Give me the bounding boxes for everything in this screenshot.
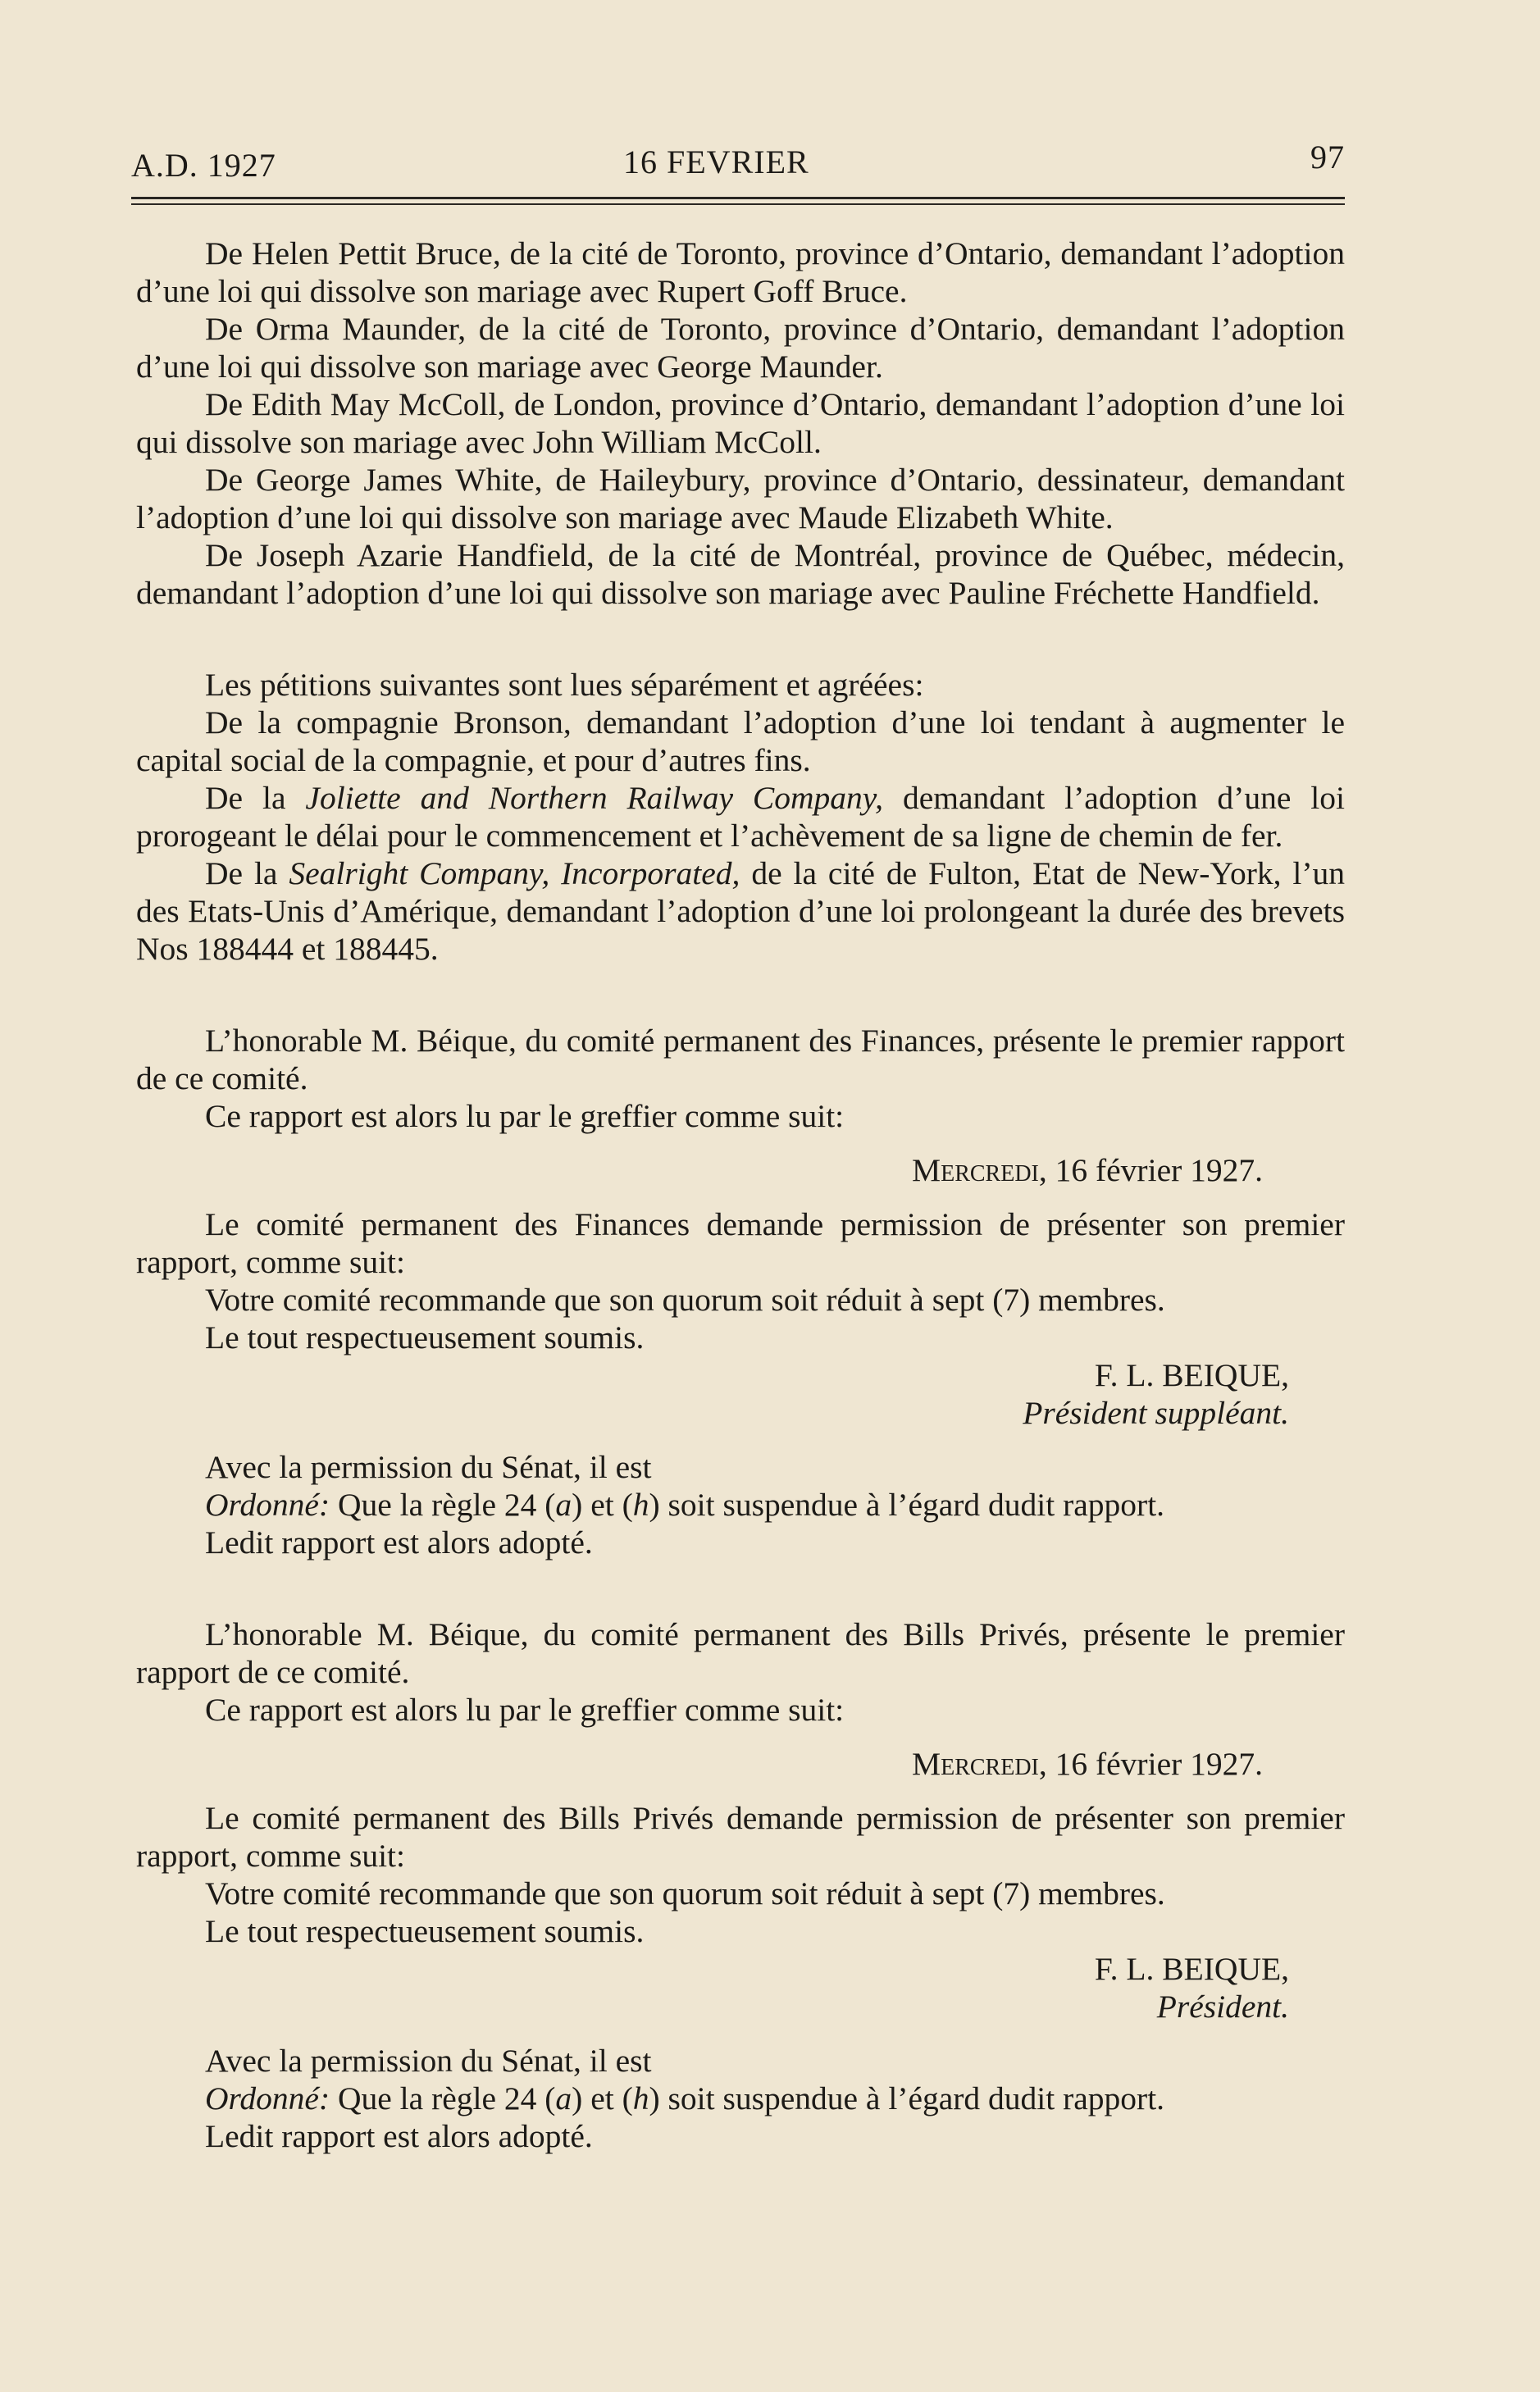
header-year: A.D. 1927 bbox=[131, 147, 276, 184]
company-name: Sealright Company, Incorporated, bbox=[289, 855, 740, 891]
finance-report-intro: L’honorable M. Béique, du comité permanent des Finances, présente le premier rapport de ce comité. bbox=[136, 1023, 1345, 1096]
finance-report-signer-title: Président suppléant. bbox=[1023, 1395, 1289, 1431]
running-header bbox=[131, 138, 1345, 187]
finance-report-date: Mercredi, 16 février 1927. bbox=[911, 1152, 1263, 1188]
body-text bbox=[136, 235, 1345, 2155]
bills-report-request: Le comité permanent des Bills Privés demande permission de présenter son premier rapport, comme suit: bbox=[136, 1800, 1345, 1874]
bills-report-adopted: Ledit rapport est alors adopté. bbox=[205, 2118, 593, 2154]
header-rule-top bbox=[131, 197, 1345, 199]
petition-read-paragraph: De la compagnie Bronson, demandant l’adoption d’une loi tendant à augmenter le capital social de la compagnie, et pour d’autres fins. bbox=[136, 704, 1345, 778]
petition-paragraph: De Orma Maunder, de la cité de Toronto, province d’Ontario, demandant l’adoption d’une loi qui dissolve son mariage avec George Maunder. bbox=[136, 311, 1345, 385]
finance-report-adopted: Ledit rapport est alors adopté. bbox=[205, 1524, 593, 1560]
finance-report-recommendation: Votre comité recommande que son quorum soit réduit à sept (7) membres. bbox=[205, 1282, 1165, 1318]
bills-report-recommendation: Votre comité recommande que son quorum soit réduit à sept (7) membres. bbox=[205, 1875, 1165, 1911]
petition-paragraph: De Joseph Azarie Handfield, de la cité de Montréal, province de Québec, médecin, demandant l’adoption d’une loi qui dissolve son mariage avec Pauline Fréchette Handfield. bbox=[136, 537, 1345, 611]
petitions-read-intro: Les pétitions suivantes sont lues séparément et agréées: bbox=[205, 667, 924, 703]
finance-report-permission: Avec la permission du Sénat, il est bbox=[205, 1449, 652, 1485]
finance-report-signer: F. L. BEIQUE, bbox=[1094, 1357, 1289, 1393]
finance-report-order: Ordonné: Que la règle 24 (a) et (h) soit suspendue à l’égard dudit rapport. bbox=[205, 1487, 1165, 1523]
bills-report-read: Ce rapport est alors lu par le greffier comme suit: bbox=[205, 1692, 845, 1728]
bills-report-submitted: Le tout respectueusement soumis. bbox=[205, 1913, 645, 1949]
page-number: 97 bbox=[1310, 139, 1345, 175]
bills-report-order: Ordonné: Que la règle 24 (a) et (h) soit suspendue à l’égard dudit rapport. bbox=[205, 2080, 1165, 2116]
header-date: 16 FEVRIER bbox=[623, 144, 809, 180]
finance-report-read: Ce rapport est alors lu par le greffier comme suit: bbox=[205, 1098, 845, 1134]
company-name: Joliette and Northern Railway Company, bbox=[305, 780, 884, 816]
bills-report-signer-title: Président. bbox=[1156, 1989, 1289, 2025]
petition-paragraph: De George James White, de Haileybury, province d’Ontario, dessinateur, demandant l’adoption d’une loi qui dissolve son mariage avec Maude Elizabeth White. bbox=[136, 462, 1345, 535]
petition-paragraph: De Helen Pettit Bruce, de la cité de Toronto, province d’Ontario, demandant l’adoption d’une loi qui dissolve son mariage avec Rupert Goff Bruce. bbox=[136, 235, 1345, 309]
petition-paragraph: De Edith May McColl, de London, province d’Ontario, demandant l’adoption d’une loi qui dissolve son mariage avec John William McColl. bbox=[136, 386, 1345, 460]
header-rule-bottom bbox=[131, 203, 1345, 205]
bills-report-intro: L’honorable M. Béique, du comité permanent des Bills Privés, présente le premier rapport de ce comité. bbox=[136, 1616, 1345, 1690]
bills-report-signer: F. L. BEIQUE, bbox=[1094, 1951, 1289, 1987]
finance-report-submitted: Le tout respectueusement soumis. bbox=[205, 1319, 645, 1355]
petition-read-paragraph: De la Sealright Company, Incorporated, de la cité de Fulton, Etat de New-York, l’un des Etats-Unis d’Amérique, demandant l’adoption d’une loi prolongeant la durée des brevets Nos 188444 et 188445. bbox=[136, 855, 1345, 967]
bills-report-permission: Avec la permission du Sénat, il est bbox=[205, 2043, 652, 2079]
petition-read-paragraph: De la Joliette and Northern Railway Company, demandant l’adoption d’une loi prorogeant le délai pour le commencement et l’achèvement de sa ligne de chemin de fer. bbox=[136, 780, 1345, 854]
bills-report-date: Mercredi, 16 février 1927. bbox=[911, 1746, 1263, 1782]
finance-report-request: Le comité permanent des Finances demande permission de présenter son premier rapport, comme suit: bbox=[136, 1206, 1345, 1280]
